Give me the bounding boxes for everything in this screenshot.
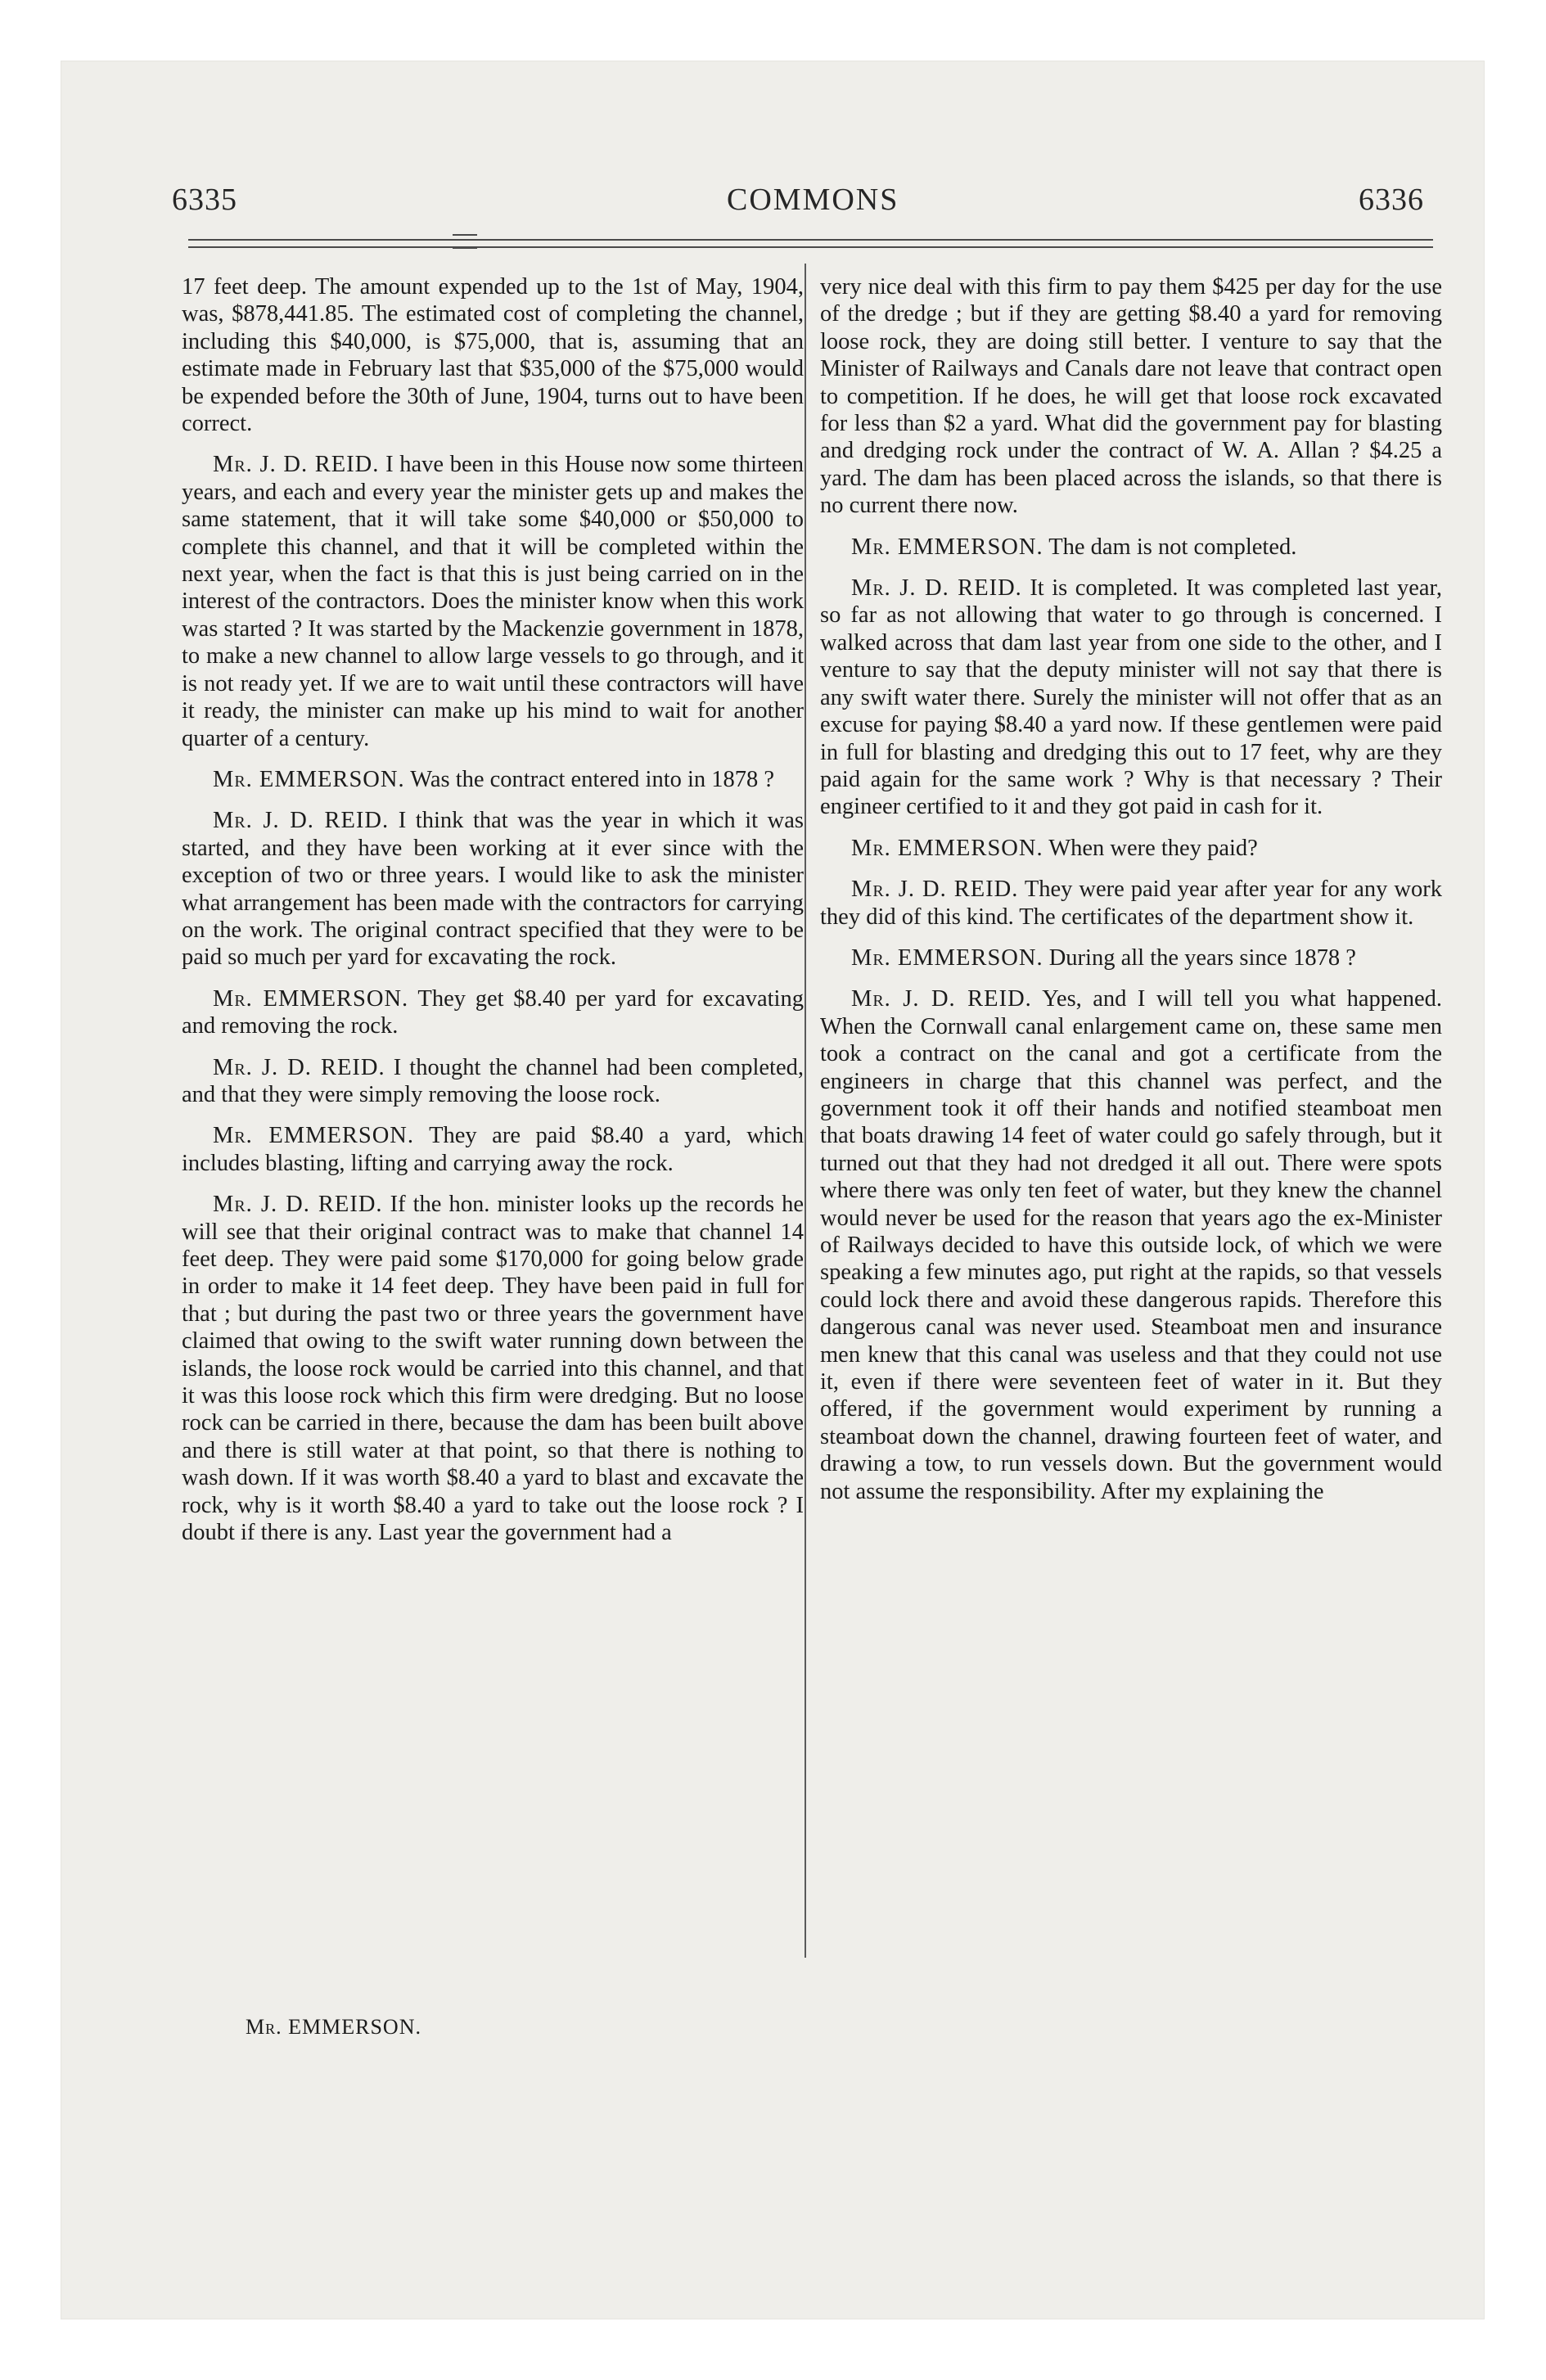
paragraph (182, 766, 804, 793)
left-column (182, 273, 804, 1560)
paragraph-text: very nice deal with this firm to pay them $425 per day for the use of the dredge ; but if they are getting $8.40 a yard for removing loose rock, they are doing still better. I venture to say that the Minister of Railways and Canals dare not leave that contract open to competition. If he does, he will get that loose rock excavated for less than $2 a yard. What did the government pay for blasting and dredging rock under the contract of W. A. Allan ? $4.25 a yard. The dam has been placed across the islands, so that there is no current there now. (820, 274, 1442, 519)
paragraph (820, 534, 1442, 561)
running-head-title: COMMONS (727, 183, 899, 217)
header-rule-top (188, 239, 1433, 241)
speaker-name: Mr. J. D. REID. (213, 452, 380, 478)
paragraph-text: They get $8.40 per yard for excavating and removing the rock. (182, 985, 804, 1039)
speaker-name: Mr. J. D. REID. (213, 1192, 383, 1218)
paragraph-text: They are paid $8.40 a yard, which includes blasting, lifting and carrying away the rock. (182, 1123, 804, 1176)
speaker-name: Mr. J. D. REID. (851, 986, 1032, 1012)
paragraph-text: 17 feet deep. The amount expended up to the 1st of May, 1904, was, $878,441.85. The estimated cost of completing the channel, including this $40,000, is $75,000, that is, assuming that an estimate made in February last that $35,000 of the $75,000 would be expended before the 30th of June, 1904, turns out to have been correct. (182, 274, 804, 437)
paragraph-text: Was the contract entered into in 1878 ? (410, 766, 775, 792)
paragraph-text: During all the years since 1878 ? (1048, 944, 1356, 971)
speaker-name: Mr. J. D. REID. (213, 808, 390, 834)
speaker-name: Mr. EMMERSON. (851, 534, 1043, 560)
paragraph-text: I think that was the year in which it was started, and they have been working at it ever since with the exception of two or three years. I would like to ask the minister what arrangement has been made with the contractors for carrying on the work. The original contract specified that they were to be paid so much per yard for excavating the rock. (182, 808, 804, 971)
speaker-name: Mr. J. D. REID. (213, 1054, 385, 1080)
paragraph (182, 807, 804, 971)
paragraph-text: When were they paid? (1048, 835, 1258, 861)
speaker-name: Mr. EMMERSON. (213, 766, 405, 792)
paragraph (182, 1122, 804, 1177)
paragraph (182, 1054, 804, 1109)
header-rule-ornament (453, 234, 477, 249)
speaker-name: Mr. EMMERSON. (213, 985, 409, 1012)
right-page-number: 6336 (1359, 183, 1424, 217)
speaker-name: Mr. J. D. REID. (851, 575, 1022, 602)
left-page-number: 6335 (172, 183, 237, 217)
speaker-name: Mr. EMMERSON. (851, 944, 1043, 971)
header-rule-bottom (188, 246, 1433, 248)
paragraph-text: The dam is not completed. (1048, 534, 1297, 560)
paragraph (182, 273, 804, 437)
paragraph-text: I have been in this House now some thirteen years, and each and every year the minister gets up and makes the same statement, that it will take some $40,000 or $50,000 to complete this channel, and that it will be completed within the next year, when the fact is that this is just being carried on in the interest of the contractors. Does the minister know when this work was started ? It was started by the Mackenzie government in 1878, to make a new channel to allow large vessels to go through, and it is not ready yet. If we are to wait until these contractors will have it ready, the minister can make up his mind to wait for another quarter of a century. (182, 452, 805, 751)
paragraph (182, 451, 804, 751)
paragraph (820, 944, 1442, 971)
paragraph (182, 985, 804, 1040)
speaker-name: Mr. EMMERSON. (213, 1123, 415, 1149)
paragraph-text: I thought the channel had been completed, and that they were simply removing the loose rock. (182, 1054, 804, 1107)
paragraph (820, 985, 1442, 1505)
paragraph-text: If the hon. minister looks up the records he will see that their original contract was to make that channel 14 feet deep. They were paid some $170,000 for going below grade in order to make it 14 feet deep. They have been paid in full for that ; but during the past two or three years the government have claimed that owing to the swift water running down between the islands, the loose rock would be carried into this channel, and that it was this loose rock which this firm were dredging. But no loose rock can be carried in there, because the dam has been built above and there is still water at that point, so that there is nothing to wash down. If it was worth $8.40 a yard to blast and excavate the rock, why is it worth $8.40 a yard to take out the loose rock ? I doubt if there is any. Last year the government had a (182, 1192, 804, 1546)
speaker-name: Mr. J. D. REID. (851, 877, 1019, 903)
column-divider (805, 264, 806, 1958)
paragraph (182, 1191, 804, 1546)
paragraph (820, 575, 1442, 821)
speaker-name: Mr. EMMERSON. (851, 835, 1043, 861)
paragraph-text: It is completed. It was completed last year, so far as not allowing that water to go through is concerned. I walked across that dam last year from one side to the other, and I venture to say that the deputy minister will not say that there is any swift water there. Surely the minister will not offer that as an excuse for paying $8.40 a yard now. If these gentlemen were paid in full for blasting and dredging this out to 17 feet, why are they paid again for the same work ? Why is that necessary ? Their engineer certified to it and they got paid in cash for it. (820, 575, 1442, 820)
catchword: Mr. EMMERSON. (246, 2015, 421, 2039)
paragraph-text: Yes, and I will tell you what happened. When the Cornwall canal enlargement came on, these same men took a contract on the canal and got a certificate from the engineers in charge that this channel was perfect, and the government took it off their hands and notified steamboat men that boats drawing 14 feet of water could go safely through, but it turned out that they had not dredged it all out. There were spots where there was only ten feet of water, but they knew the channel would never be used for the reason that years ago the ex-Minister of Railways decided to have this outside lock, of which we were speaking a few minutes ago, put right at the rapids, so that vessels could lock there and avoid these dangerous rapids. Therefore this dangerous canal was never used. Steamboat men and insurance men knew that this canal was useless and that they could not use it, even if there were seventeen feet of water in it. But they offered, if the government would experiment by running a steamboat down the channel, drawing fourteen feet of water, and drawing a tow, to run vessels down. But the government would not assume the responsibility. After my explaining the (820, 986, 1442, 1504)
paragraph (820, 273, 1442, 520)
paragraph (820, 835, 1442, 862)
right-column (820, 273, 1442, 1519)
paragraph (820, 876, 1442, 931)
paragraph-text: They were paid year after year for any work they did of this kind. The certificates of the department show it. (820, 877, 1442, 930)
